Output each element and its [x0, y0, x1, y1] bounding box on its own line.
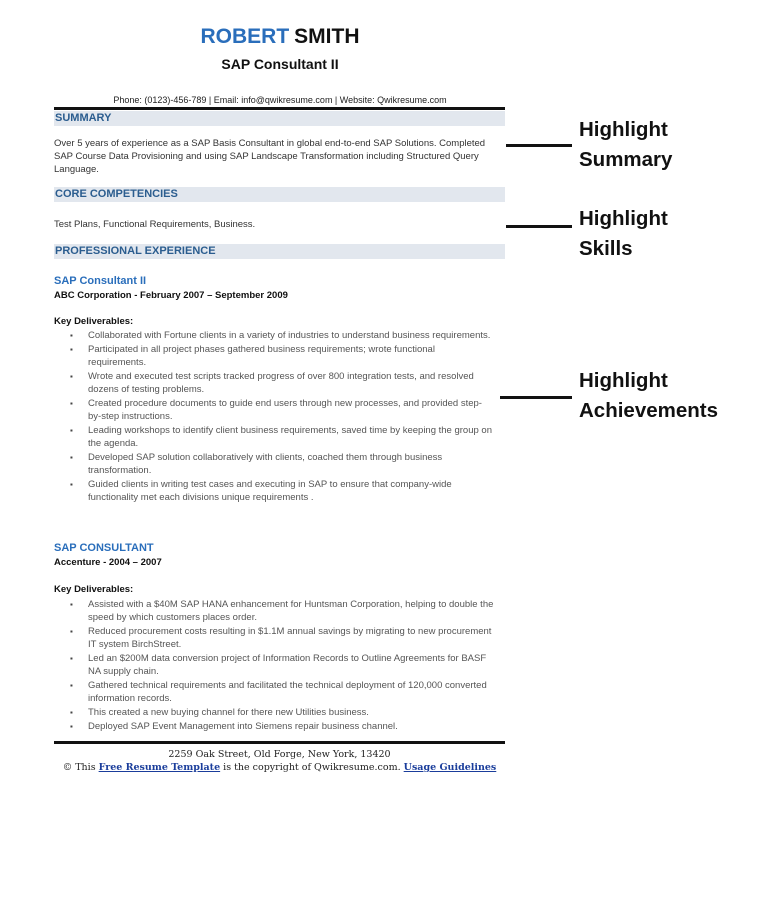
achievements-callout-line1: Highlight [579, 369, 668, 392]
list-item: ▪ Participated in all project phases gathered business requirements; wrote functional requirements. [70, 343, 495, 369]
skills-callout-line2: Skills [579, 237, 633, 260]
last-name: SMITH [294, 25, 360, 48]
job-2-deliverables-label: Key Deliverables: [54, 584, 134, 595]
list-item: ▪ Led an $200M data conversion project of Information Records to Outline Agreements for BASF NA supply chain. [70, 652, 495, 678]
summary-section-header [54, 111, 505, 126]
list-item: ▪ Wrote and executed test scripts tracked progress of over 800 integration tests, and resolved dozens of testing problems. [70, 370, 495, 396]
job-2-deliverables-list [70, 598, 495, 734]
experience-section-header [54, 244, 505, 259]
achievements-callout [579, 366, 718, 426]
free-resume-template-link[interactable]: Free Resume Template [98, 762, 221, 773]
competencies-section-header [54, 187, 505, 202]
skills-callout-line1: Highlight [579, 207, 668, 230]
list-item: ▪ Reduced procurement costs resulting in $1.1M annual savings by migrating to new procurement IT system BirchStreet. [70, 625, 495, 651]
summary-callout-line2: Summary [579, 148, 673, 171]
job-1-title: SAP Consultant II [54, 275, 147, 287]
summary-text: Over 5 years of experience as a SAP Basis Consultant in global end-to-end SAP Solutions. Completed SAP Course Data Provisioning and using SAP Landscape Transformation including Structured Query Language. [54, 138, 486, 176]
usage-guidelines-link[interactable]: Usage Guidelines [403, 762, 497, 773]
summary-heading: SUMMARY [55, 112, 112, 124]
list-item: ▪ Developed SAP solution collaboratively with clients, coached them through business transformation. [70, 451, 495, 477]
summary-callout [579, 115, 672, 175]
copyright-text: is the copyright of Qwikresume.com. [223, 762, 401, 773]
job-2-title: SAP CONSULTANT [54, 542, 154, 554]
copyright-prefix: © This [62, 762, 96, 773]
achievements-callout-line2: Achievements [579, 399, 719, 422]
first-name: ROBERT [200, 25, 290, 48]
list-item: ▪ Gathered technical requirements and facilitated the technical deployment of 120,000 converted information records. [70, 679, 495, 705]
list-item: ▪ Created procedure documents to guide end users through new processes, and provided step-by-step instructions. [70, 397, 495, 423]
achievements-callout-line [500, 396, 572, 399]
list-item: ▪ This created a new buying channel for there new Utilities business. [70, 706, 495, 719]
skills-callout-line [506, 225, 572, 228]
skills-callout [579, 204, 668, 264]
job-1-deliverables-list [70, 329, 495, 505]
list-item: ▪ Leading workshops to identify client business requirements, saved time by keeping the group on the agenda. [70, 424, 495, 450]
summary-callout-line [506, 144, 572, 147]
competencies-heading: CORE COMPETENCIES [55, 188, 178, 200]
list-item: ▪ Collaborated with Fortune clients in a variety of industries to understand business requirements. [70, 329, 495, 342]
job-1-deliverables-label: Key Deliverables: [54, 316, 134, 327]
competencies-text: Test Plans, Functional Requirements, Business. [54, 219, 256, 230]
footer-address: 2259 Oak Street, Old Forge, New York, 13420 [168, 749, 391, 760]
list-item: ▪ Assisted with a $40M SAP HANA enhancement for Huntsman Corporation, helping to double the speed by which customers places order. [70, 598, 495, 624]
header-divider [54, 107, 505, 110]
candidate-name [0, 25, 560, 49]
list-item: ▪ Guided clients in writing test cases and executing in SAP to ensure that company-wide functionality met each divisions unique requirements . [70, 478, 495, 504]
list-item: ▪ Deployed SAP Event Management into Siemens repair business channel. [70, 720, 495, 733]
footer-divider [54, 741, 505, 744]
footer-copyright [54, 762, 505, 773]
contact-line: Phone: (0123)-456-789 | Email: info@qwikresume.com | Website: Qwikresume.com [113, 95, 447, 105]
experience-heading: PROFESSIONAL EXPERIENCE [55, 245, 216, 257]
summary-callout-line1: Highlight [579, 118, 668, 141]
job-1-employer: ABC Corporation - February 2007 – September 2009 [54, 290, 288, 301]
job-title-heading: SAP Consultant II [221, 56, 339, 72]
job-2-employer: Accenture - 2004 – 2007 [54, 557, 162, 568]
